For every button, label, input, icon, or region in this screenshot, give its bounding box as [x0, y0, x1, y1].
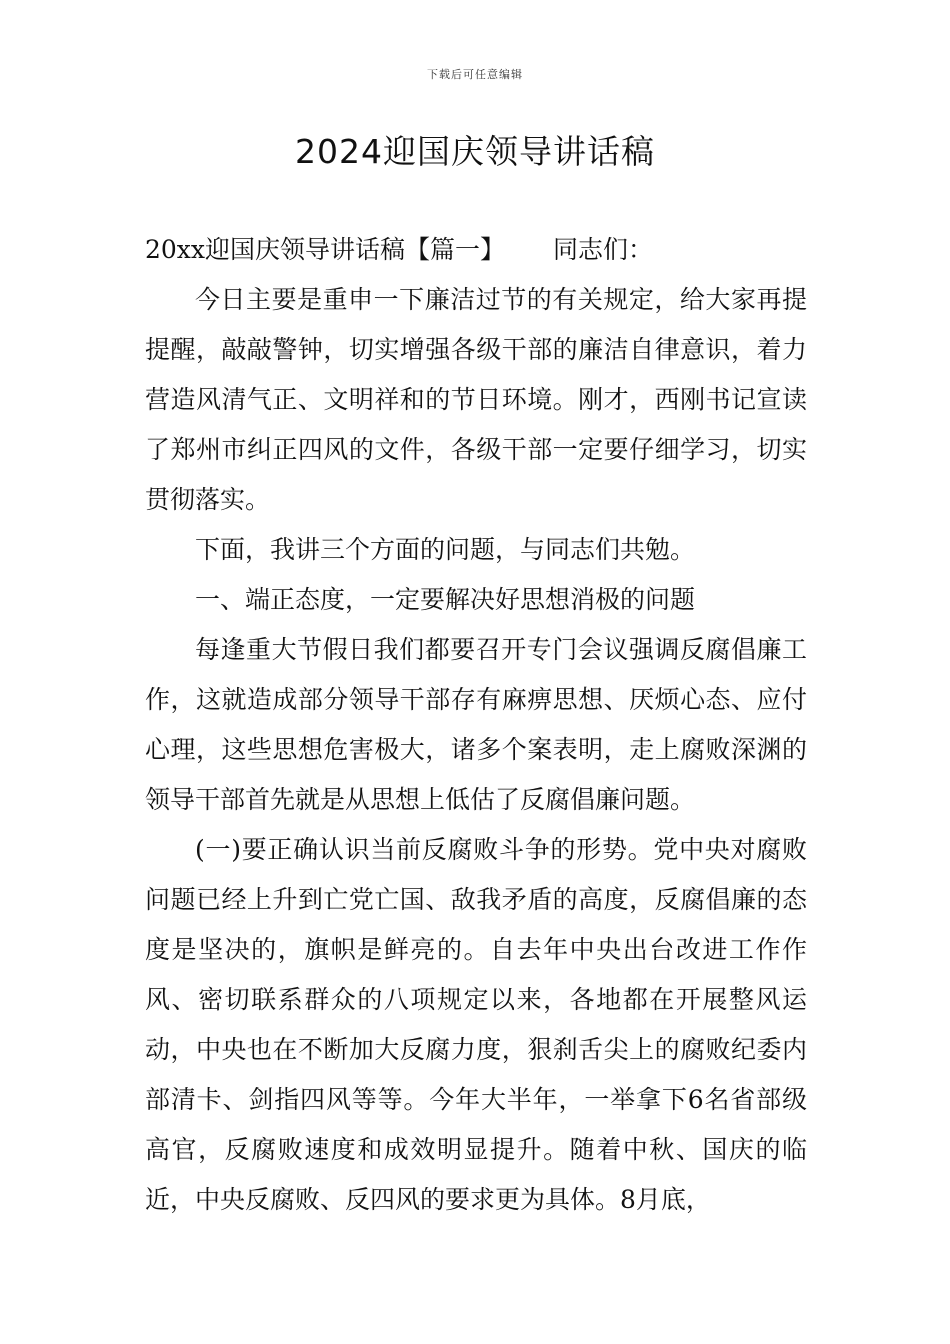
paragraph: (一)要正确认识当前反腐败斗争的形势。党中央对腐败问题已经上升到亡党亡国、敌我矛盾的高度，反腐倡廉的态度是坚决的，旗帜是鲜亮的。自去年中央出台改进工作作风、密切联系群众的八项规定以来，各地都在开展整风运动，中央也在不断加大反腐力度，狠刹舌尖上的腐败纪委内部清卡、剑指四风等等。今年大半年，一举拿下6名省部级高官，反腐败速度和成效明显提升。随着中秋、国庆的临近，中央反腐败、反四风的要求更为具体。8月底， [145, 835, 807, 1214]
document-title: 2024迎国庆领导讲话稿 [295, 132, 655, 171]
subtitle-line [145, 225, 807, 275]
paragraph: 下面，我讲三个方面的问题，与同志们共勉。 [195, 535, 696, 564]
section-heading: 一、端正态度，一定要解决好思想消极的问题 [195, 585, 696, 614]
document-body [145, 225, 807, 1225]
header-note: 下载后可任意编辑 [427, 68, 523, 81]
paragraph: 每逢重大节假日我们都要召开专门会议强调反腐倡廉工作，这就造成部分领导干部存有麻痹思想、厌烦心态、应付心理，这些思想危害极大，诸多个案表明，走上腐败深渊的领导干部首先就是从思想上低估了反腐倡廉问题。 [145, 635, 807, 814]
document-subtitle: 20xx迎国庆领导讲话稿【篇一】 [145, 235, 506, 264]
salutation: 同志们： [553, 235, 654, 264]
paragraph: 今日主要是重申一下廉洁过节的有关规定，给大家再提提醒，敲敲警钟，切实增强各级干部的廉洁自律意识，着力营造风清气正、文明祥和的节日环境。刚才，西刚书记宣读了郑州市纠正四风的文件，各级干部一定要仔细学习，切实贯彻落实。 [145, 285, 807, 514]
